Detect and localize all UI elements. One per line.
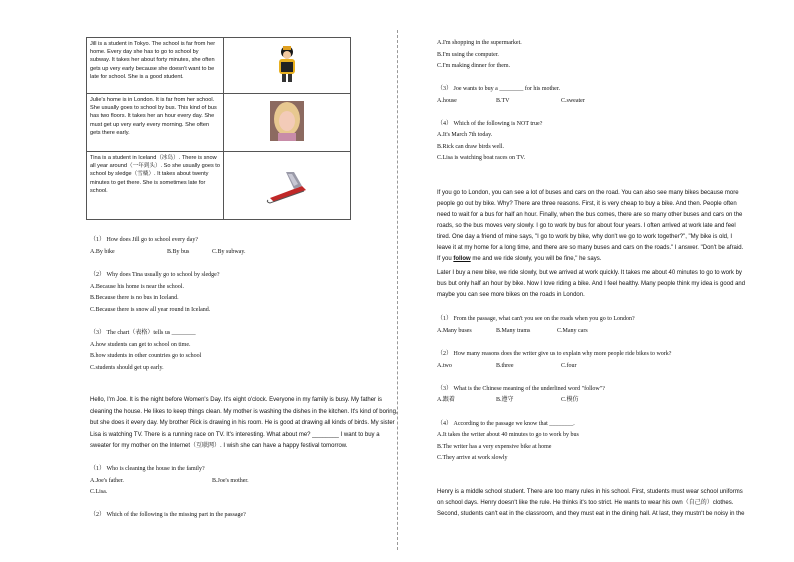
- option-c[interactable]: C.students should get up early.: [90, 365, 164, 371]
- option-a[interactable]: A.Joe's father.: [90, 478, 124, 484]
- passage-line: people go out by bike. Why? There are three reasons. First, it is very cheap to buy a bike. And then. People often: [437, 201, 737, 207]
- option-c[interactable]: C.Because there is snow all year round in Iceland.: [90, 307, 211, 313]
- option-b[interactable]: B.The writer has a very expensive bike at home: [437, 444, 552, 450]
- passage-line: Second, students can't eat in the classroom, and they must eat in the dining hall. At last, they mustn't be noisy in the: [437, 511, 745, 517]
- option-b[interactable]: B.TV: [496, 98, 510, 104]
- passage-line: tired. One day a friend of mine says, "I go to work by bike, why don't we go to work together?", "My bike is old, I: [437, 234, 733, 240]
- option-b[interactable]: B.how students in other countries go to school: [90, 353, 202, 359]
- passage-text: If you: [437, 256, 454, 262]
- option-a[interactable]: A.two: [437, 363, 452, 369]
- option-b[interactable]: B.three: [496, 363, 514, 369]
- option-b[interactable]: B.遵守: [496, 397, 514, 403]
- page-divider: [397, 30, 398, 550]
- table-cell-image: [224, 38, 351, 94]
- table-row: [87, 94, 351, 152]
- passage-line: need to wait for a bus for half an hour. Finally, when the bus comes, there are so many other buses and cars on the: [437, 212, 743, 218]
- question-stem: （3） What is the Chinese meaning of the underlined word "follow"?: [437, 386, 605, 392]
- option-c[interactable]: C.Lisa.: [90, 489, 108, 495]
- question-stem: （3） The chart（表格）tells us ________: [90, 330, 196, 336]
- question-stem: （2） Why does Tina usually go to school by sledge?: [90, 272, 220, 278]
- sledge-picture: [264, 164, 310, 204]
- option-c[interactable]: C.I'm making dinner for them.: [437, 63, 511, 69]
- passage-line: leave it at my home for a long time, and there are so many buses and cars on the roads." I answer. "Don't be afraid.: [437, 245, 744, 251]
- option-c[interactable]: C.four: [561, 363, 577, 369]
- table-cell-image: [224, 152, 351, 220]
- option-a[interactable]: A.It's March 7th today.: [437, 132, 493, 138]
- table-cell-text: Jill is a student in Tokyo. The school is far from her home. Every day she has to go to school by subway. It takes her about forty minutes, she often gets up very early because she doesn't want to be late for school. She is a good student.: [87, 38, 224, 94]
- passage-line: Henry is a middle school student. There are too many rules in his school. First, students must wear school uniforms: [437, 489, 743, 495]
- option-a[interactable]: A.Many buses: [437, 328, 472, 334]
- passage-line: If you go to London, you can see a lot of buses and cars on the road. You can also see many bikes because more: [437, 190, 739, 196]
- option-a[interactable]: A.how students can get to school on time.: [90, 342, 191, 348]
- table-row: [87, 152, 351, 220]
- girl-with-backpack-picture: [274, 44, 300, 84]
- question-stem: （2） How many reasons does the writer give us to explain why more people ride bikes to work?: [437, 351, 672, 357]
- passage-line: Later I buy a new bike, we ride slowly, but we arrived at work quickly. It takes me about 40 minutes to go to work by: [437, 270, 742, 276]
- passage-line: Lisa is watching TV. There is a running race on TV. It's interesting. What about me? ________ I want to buy a: [90, 432, 380, 438]
- table-cell-image: [224, 94, 351, 152]
- passage-line: [437, 256, 601, 263]
- option-c[interactable]: C.Many cars: [557, 328, 588, 334]
- passage-line: bus but only half an hour by bike. Now I love riding a bike. And I feel healthy. Many people think my idea is good and: [437, 281, 746, 287]
- question-stem: （1） How does Jill go to school every day?: [90, 237, 198, 243]
- option-b[interactable]: B.Joe's mother.: [212, 478, 249, 484]
- option-a[interactable]: A.It takes the writer about 40 minutes to go to work by bus: [437, 432, 579, 438]
- option-b[interactable]: B.Rick can draw birds well.: [437, 144, 504, 150]
- option-a[interactable]: A.Because his home is near the school.: [90, 284, 184, 290]
- reading-table: [86, 37, 351, 220]
- question-stem: （1） From the passage, what can't you see on the roads when you go to London?: [437, 316, 635, 322]
- option-a[interactable]: A.house: [437, 98, 457, 104]
- passage-line: roads, so the bus moves very slowly. I go to work by bus for about four years. I often arrived at work late and feel: [437, 223, 736, 229]
- option-b[interactable]: B.Many trams: [496, 328, 531, 334]
- table-cell-text: Julie's home is in London. It is far from her school. She usually goes to school by bus. This kind of bus has two floors. It takes her an hour every day. She must get up very early every morning. She often gets there early.: [87, 94, 224, 152]
- passage-line: maybe you can see more bikes on the roads in London.: [437, 292, 585, 298]
- passage-text: me and we ride slowly, you will be fine," he says.: [470, 256, 602, 262]
- option-c[interactable]: C.sweater: [561, 98, 585, 104]
- question-stem: （4） According to the passage we know that ________.: [437, 421, 575, 427]
- option-c[interactable]: C.模仿: [561, 397, 579, 403]
- passage-line: cleaning the house. He likes to keep things clean. My mother is washing the dishes in the kitchen. It's kind of boring,: [90, 409, 398, 415]
- option-b[interactable]: B.By bus: [167, 249, 190, 255]
- option-c[interactable]: C.By subway.: [212, 249, 246, 255]
- passage-line: on school days. Henry doesn't like the rule. He thinks it's too strict. He wants to wear his own（自己的）clothes.: [437, 500, 734, 506]
- table-row: [87, 38, 351, 94]
- question-stem: （4） Which of the following is NOT true?: [437, 121, 543, 127]
- option-b[interactable]: B.I'm using the computer.: [437, 52, 499, 58]
- option-b[interactable]: B.Because there is no bus in Iceland.: [90, 295, 179, 301]
- passage-line: Hello, I'm Joe. It is the night before Women's Day. It's eight o'clock. Everyone in my family is busy. My father is: [90, 397, 383, 403]
- question-stem: （2） Which of the following is the missing part in the passage?: [90, 512, 246, 518]
- passage-line: sweater for my mother on the Internet（互联网）. I wish she can have a happy festival tomorrow.: [90, 443, 348, 449]
- option-a[interactable]: A.跟着: [437, 397, 455, 403]
- table-cell-text: Tina is a student in Iceland（冰岛）. There is snow all year around（一年到头）. So she usually goes to school by sledge（雪橇）. It takes about twenty minutes to get there. She is sometimes late for school.: [87, 152, 224, 220]
- option-a[interactable]: A.By bike: [90, 249, 115, 255]
- underlined-word: follow: [453, 256, 471, 262]
- question-stem: （3） Joe wants to buy a ________ for his mother.: [437, 86, 560, 92]
- option-a[interactable]: A.I'm shopping in the supermarket.: [437, 40, 522, 46]
- option-c[interactable]: C.Lisa is watching boat races on TV.: [437, 155, 526, 161]
- option-c[interactable]: C.They arrive at work slowly: [437, 455, 508, 461]
- question-stem: （1） Who is cleaning the house in the family?: [90, 466, 205, 472]
- passage-line: but she does it every day. My brother Rick is drawing in his room. He is good at drawing all kinds of birds. My sister: [90, 420, 395, 426]
- blonde-girl-picture: [270, 101, 304, 141]
